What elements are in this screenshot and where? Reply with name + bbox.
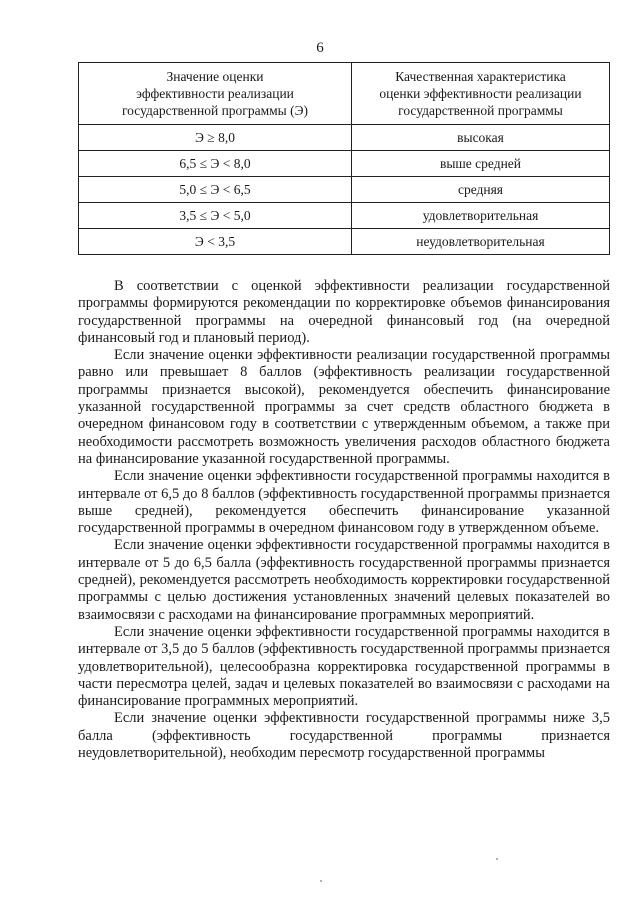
- table-cell-range: 6,5 ≤ Э < 8,0: [79, 151, 352, 177]
- table-cell-rating: средняя: [352, 177, 610, 203]
- table-row: [79, 125, 610, 151]
- scan-speck: [320, 880, 322, 882]
- efficiency-rating-table: [78, 62, 610, 255]
- paragraph: В соответствии с оценкой эффективности реализации государственной программы формируются рекомендации по корректировке объемов финансирования государственной программы на очередной финансовый год (на очередной финансовый год и плановый период).: [78, 278, 610, 346]
- column-header-value: Значение оценки эффективности реализации государственной программы (Э): [79, 63, 352, 125]
- paragraph: Если значение оценки эффективности государственной программы находится в интервале от 6,5 до 8 баллов (эффективность государственной программы признается выше средней), рекомендуется обеспечить финансирование указанной государственной программы в очередном финансовом году в утвержденном объеме.: [78, 468, 610, 537]
- table-cell-rating: удовлетворительная: [352, 203, 610, 229]
- page-number: 6: [316, 40, 324, 56]
- scan-speck: [496, 858, 498, 860]
- table-row: [79, 177, 610, 203]
- table-cell-range: Э < 3,5: [79, 229, 352, 255]
- paragraph: Если значение оценки эффективности государственной программы ниже 3,5 балла (эффективность государственной программы признается неудовлетворительной), необходим пересмотр государственной программы: [78, 710, 610, 762]
- paragraph: Если значение оценки эффективности государственной программы находится в интервале от 5 до 6,5 балла (эффективность государственной программы признается средней), рекомендуется рассмотреть необходимость корректировки государственной программы с целью достижения установленных значений целевых показателей во взаимосвязи с расходами на финансирование программных мероприятий.: [78, 537, 610, 623]
- paragraph: Если значение оценки эффективности реализации государственной программы равно или превышает 8 баллов (эффективность реализации государственной программы признается высокой), рекомендуется обеспечить финансирование указанной государственной программы за счет средств областного бюджета в очередном финансовом году в соответствии с утвержденным объемом, а также при необходимости рассмотреть возможность увеличения расходов областного бюджета на финансирование указанной государственной программы.: [78, 347, 610, 467]
- table-cell-range: 3,5 ≤ Э < 5,0: [79, 203, 352, 229]
- paragraph: Если значение оценки эффективности государственной программы находится в интервале от 3,5 до 5 баллов (эффективность государственной программы признается удовлетворительной), целесообразна корректировка государственной программы в части пересмотра целей, задач и целевых показателей во взаимосвязи с расходами на финансирование программных мероприятий.: [78, 623, 610, 710]
- table-header-row: [79, 63, 610, 125]
- column-header-characteristic: Качественная характеристика оценки эффективности реализации государственной программы: [352, 63, 610, 125]
- table-cell-rating: высокая: [352, 125, 610, 151]
- table-cell-rating: выше средней: [352, 151, 610, 177]
- document-body: [78, 278, 610, 762]
- table-row: [79, 229, 610, 255]
- table-cell-range: 5,0 ≤ Э < 6,5: [79, 177, 352, 203]
- table-row: [79, 151, 610, 177]
- table-row: [79, 203, 610, 229]
- table-cell-range: Э ≥ 8,0: [79, 125, 352, 151]
- table-cell-rating: неудовлетворительная: [352, 229, 610, 255]
